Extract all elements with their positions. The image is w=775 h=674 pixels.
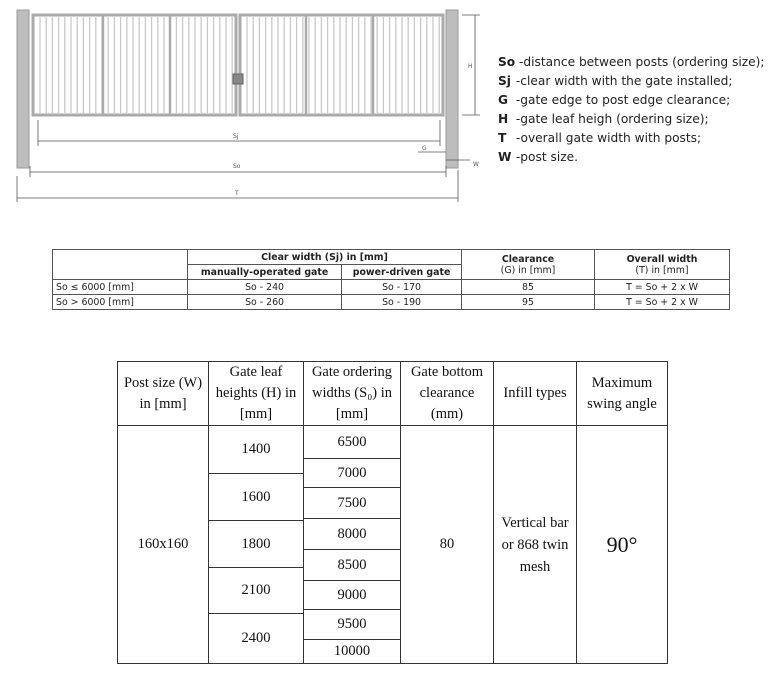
gate-drawing <box>0 0 490 205</box>
post-size-value: 160x160 <box>118 426 209 664</box>
clearance-table <box>52 249 730 310</box>
post-size-header: Post size (W) in [mm] <box>118 362 209 426</box>
list-item: 1600 <box>209 474 303 521</box>
manual-header: manually-operated gate <box>188 265 342 280</box>
legend-item-sj: Sj -clear width with the gate installed; <box>498 74 733 88</box>
sj-label: Sj <box>233 133 239 140</box>
swing-angle-value: 90° <box>577 426 668 664</box>
list-item: 7500 <box>304 488 400 519</box>
legend-item-w: W -post size. <box>498 150 578 164</box>
right-post <box>446 10 458 168</box>
dimension-legend <box>498 53 765 167</box>
list-item: 1400 <box>209 426 303 474</box>
table-row: So ≤ 6000 [mm] So - 240 So - 170 85 T = So + 2 x W <box>53 280 730 295</box>
infill-value: Vertical bar or 868 twin mesh <box>494 426 577 664</box>
legend-item-g: G -gate edge to post edge clearance; <box>498 93 731 107</box>
list-item: 1800 <box>209 521 303 568</box>
clearance-value: 80 <box>401 426 494 664</box>
left-leaf-frame <box>33 15 236 115</box>
infill-header: Infill types <box>494 362 577 426</box>
bottom-clearance-header: Gate bottom clearance (mm) <box>401 362 494 426</box>
list-item: 10000 <box>333 643 371 659</box>
clear-width-header: Clear width (Sj) in [mm] <box>188 250 462 265</box>
gate-spec-table <box>117 361 668 664</box>
t-label: T <box>235 190 239 197</box>
swing-angle-header: Maximum swing angle <box>577 362 668 426</box>
list-item: 2400 <box>241 630 271 646</box>
power-header: power-driven gate <box>342 265 462 280</box>
clearance-header: Clearance (G) in [mm] <box>462 250 595 280</box>
leaf-height-header: Gate leaf heights (H) in [mm] <box>209 362 304 426</box>
legend-item-t: T -overall gate width with posts; <box>498 131 702 145</box>
left-post <box>17 10 29 168</box>
ordering-width-header: Gate ordering widths (S₀) in [mm] <box>304 362 401 426</box>
w-label: W <box>473 161 479 168</box>
list-item: 8000 <box>304 519 400 550</box>
list-item: 9000 <box>304 581 400 610</box>
gate-latch <box>233 74 243 84</box>
g-label: G <box>422 145 427 152</box>
table-row: So > 6000 [mm] So - 260 So - 190 95 T = So + 2 x W <box>53 295 730 310</box>
list-item: 7000 <box>304 459 400 488</box>
condition-header <box>53 250 188 280</box>
right-leaf-frame <box>240 15 443 115</box>
overall-width-header: Overall width (T) in [mm] <box>595 250 730 280</box>
legend-item-h: H -gate leaf heigh (ordering size); <box>498 112 709 126</box>
list-item: 2100 <box>209 568 303 614</box>
widths-cell <box>304 426 401 664</box>
heights-cell <box>209 426 304 664</box>
h-label: H <box>468 63 473 70</box>
list-item: 9500 <box>304 610 400 640</box>
list-item: 6500 <box>304 426 400 459</box>
so-label: So <box>233 163 241 170</box>
list-item: 8500 <box>304 550 400 581</box>
legend-item-so: So -distance between posts (ordering size); <box>498 55 765 69</box>
